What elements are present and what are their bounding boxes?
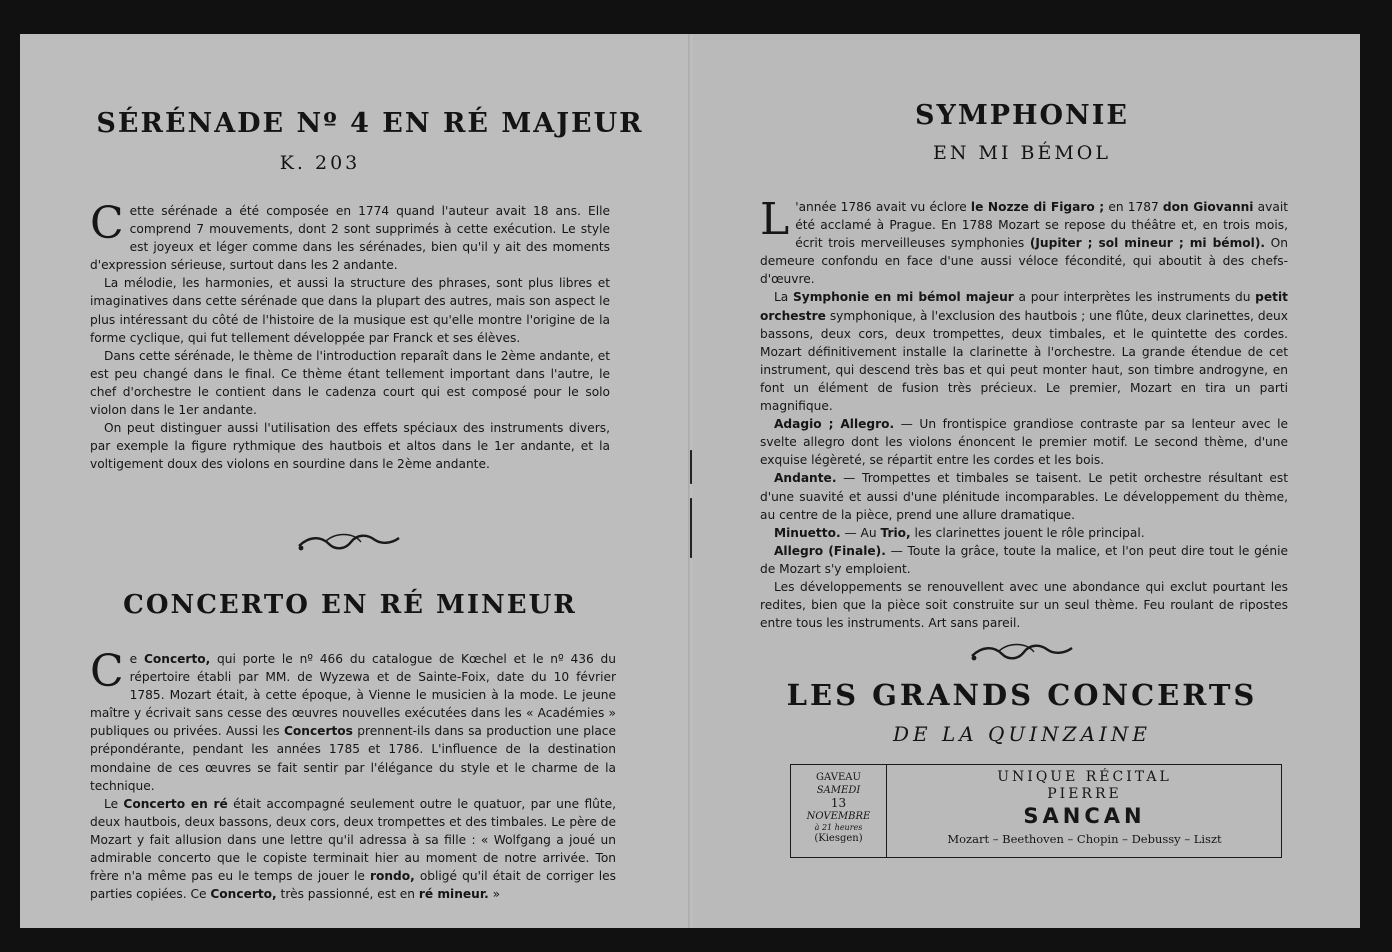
venue-name: GAVEAU (816, 772, 861, 783)
dropcap: L (760, 194, 790, 245)
concerto-paragraph: Ce Concerto, qui porte le nº 466 du catalogue de Kœchel et le nº 436 du répertoire établi par MM. de Wyzewa et de Sainte-Foix, date du 10 février 1785. Mozart était, à cette époque, à Vienne le musicien à la mode. Le jeune maître y écrivait sans cesse des œuvres nouvelles exécutées dans les « Académies » publiques ou privées. Aussi les Concertos prennent-ils dans sa production une place prépondérante, pendant les années 1785 et 1786. L'influence de la destination mondaine de ces œuvres se fait sentir par l'élégance du style et le charme de la technique. (90, 646, 617, 793)
venue-cell (791, 765, 887, 857)
serenade-paragraph: On peut distinguer aussi l'utilisation des effets spéciaux des instruments divers, par exemple la figure rythmique des hautbois et altos dans le 1er andante, et la voltigement doux des violons en sourdine dans le 2ème andante. (90, 421, 610, 472)
symphonie-subtitle: EN MI BÉMOL (932, 142, 1111, 164)
concert-date: 13 (830, 796, 847, 810)
serenade-subtitle: K. 203 (279, 152, 361, 174)
concert-announcement (790, 764, 1282, 858)
symphonie-text (760, 194, 1288, 632)
concert-agency: (Kiesgen) (814, 833, 863, 844)
concerts-title: LES GRANDS CONCERTS (786, 678, 1258, 712)
serenade-paragraph: La mélodie, les harmonies, et aussi la structure des phrases, sont plus libres et imaginatives dans cette sérénade que dans la plupart des autres, mais son aspect le plus intéressant du côté de l'histoire de la musique est qu'elle montre l'origine de la forme cyclique, qui fut tellement développée par Franck et ses élèves. (90, 276, 610, 345)
concerts-subtitle: DE LA QUINZAINE (892, 722, 1152, 746)
movement-finale: Allegro (Finale). — Toute la grâce, toute la malice, et l'on peut dire tout le génie de Mozart s'y emploient. (760, 543, 1288, 576)
program-booklet-spread (20, 34, 1360, 928)
right-page (692, 34, 1360, 928)
symphonie-title: SYMPHONIE (915, 100, 1129, 131)
scroll-ornament-icon (295, 528, 405, 556)
symphonie-paragraph: Les développements se renouvellent avec une abondance qui exclut pourtant les redites, bien que la pièce soit construite sur un seul thème. Feu roulant de ripostes entre tous les instruments. Art sans pareil. (760, 579, 1288, 631)
concerto-text (90, 646, 617, 903)
symphonie-paragraph: La Symphonie en mi bémol majeur a pour interprètes les instruments du petit orchestre symphonique, à l'exclusion des hautbois ; une flûte, deux clarinettes, deux bassons, deux cors, deux trompettes, deux timbales, et le quintette des cordes. Mozart définitivement installe la clarinette à l'orchestre. La grande étendue de cet instrument, qui descend très bas et qui peut monter haut, son timbre androgyne, en font un élément de fusion très précieux. Le premier, Mozart en tira un parti magnifique. (760, 290, 1288, 414)
movement-andante: Andante. — Trompettes et timbales se taisent. Le petit orchestre résultant est d'une suavité et aussi d'une plénitude incomparables. Le développement du thème, au centre de la pièce, prend une allure dramatique. (760, 471, 1288, 522)
concert-month: NOVEMBRE (806, 811, 871, 822)
concert-time: à 21 heures (814, 823, 863, 832)
dropcap: C (90, 198, 124, 249)
recital-program: Mozart – Beethoven – Chopin – Debussy – Liszt (947, 832, 1222, 846)
movement-minuetto: Minuetto. — Au Trio, les clarinettes jouent le rôle principal. (774, 525, 1145, 540)
serenade-paragraph: Cette sérénade a été composée en 1774 quand l'auteur avait 18 ans. Elle comprend 7 mouvements, dont 2 sont supprimés à cette exécution. Le style est joyeux et léger comme dans les sérénades, bien qu'il y ait des moments d'expression sérieuse, surtout dans les 2 andante. (90, 198, 610, 273)
scroll-ornament-icon (968, 638, 1078, 666)
serenade-text (90, 198, 610, 473)
performer-last-name: SANCAN (1023, 804, 1146, 828)
recital-cell (888, 765, 1281, 857)
symphonie-paragraph: L 'année 1786 avait vu éclore le Nozze di Figaro ; en 1787 don Giovanni avait été acclamé à Prague. En 1788 Mozart se repose du théâtre et, en trois mois, écrit trois merveilleuses symphonies (Jupiter ; sol mineur ; mi bémol). On demeure confondu en face d'une aussi véloce fécondité, qui aboutit à des chefs-d'œuvre. (760, 194, 1288, 287)
performer-first-name: PIERRE (1047, 786, 1122, 802)
concerto-paragraph: Le Concerto en ré était accompagné seulement outre le quatuor, par une flûte, deux hautbois, deux bassons, deux cors, deux trompettes et des timbales. Le père de Mozart y fait allusion dans une lettre qu'il adressa à sa fille : « Wolfgang a joué un admirable concerto que le copiste terminait hier au moment de notre arrivée. Ton frère n'a même pas eu le temps de jouer le rondo, obligé qu'il était de corriger les parties copiées. Ce Concerto, très passionné, est en ré mineur. » (90, 796, 617, 902)
concert-day: SAMEDI (816, 785, 861, 796)
dropcap: C (90, 646, 124, 697)
serenade-paragraph: Dans cette sérénade, le thème de l'introduction reparaît dans le 2ème andante, et est peu changé dans le final. Ce thème étant tellement important dans l'autre, le chef d'orchestre le contient dans le cadenza court qui est composé pour le solo violon dans le 1er andante. (90, 348, 610, 418)
concerto-title: CONCERTO EN RÉ MINEUR (123, 590, 577, 620)
serenade-title: SÉRÉNADE Nº 4 EN RÉ MAJEUR (96, 108, 644, 139)
movement-adagio: Adagio ; Allegro. — Un frontispice grandiose contraste par sa lenteur avec le svelte allegro dont les violons énoncent le premier motif. Le second thème, d'une exquise légèreté, se répartit entre les cordes et les bois. (760, 417, 1288, 468)
event-title: UNIQUE RÉCITAL (997, 769, 1172, 785)
left-page (20, 34, 692, 928)
